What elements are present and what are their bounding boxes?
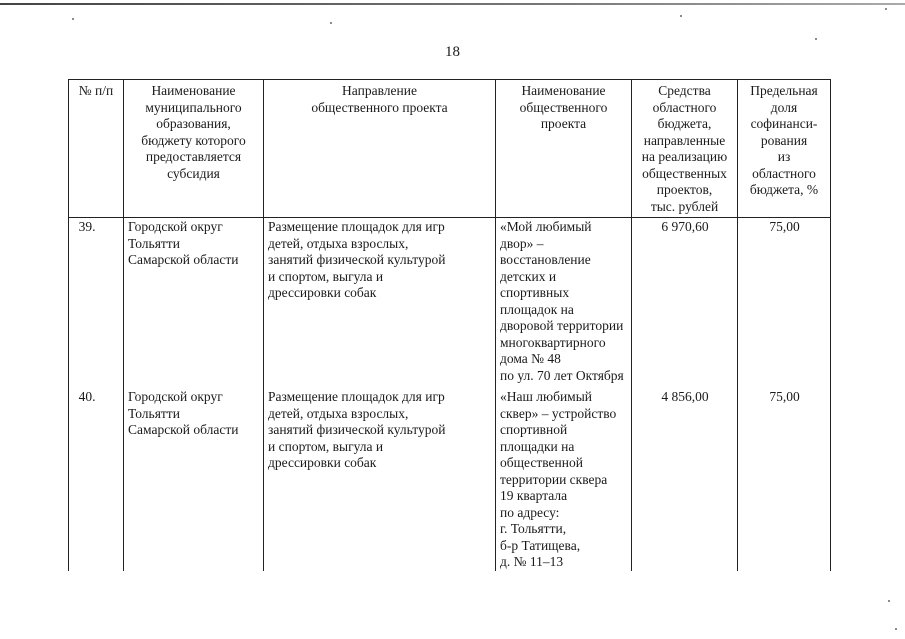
share-cell: 75,00 [738,389,831,571]
share-cell: 75,00 [738,218,831,390]
amount-cell: 4 856,00 [632,389,738,571]
project-name-cell: «Мой любимый двор» – восстановление детских и спортивных площадок на дворовой территории многоквартирного дома № 48 по ул. 70 лет Октября [496,218,632,390]
header-number: № п/п [69,80,124,218]
header-municipality: Наименование муниципального образования, бюджету которого предоставляется субсидия [124,80,264,218]
scan-speck [330,22,332,24]
scan-speck [815,38,817,40]
amount-cell: 6 970,60 [632,218,738,390]
header-cofinancing-share: Предельная доля софинанси- рования из областного бюджета, % [738,80,831,218]
municipality-cell: Городской округ Тольятти Самарской области [124,218,264,390]
table-row [69,389,831,571]
project-name-cell: «Наш любимый сквер» – устройство спортивной площадки на общественной территории сквера 19 квартала по адресу: г. Тольятти, б-р Татищева, д. № 11–13 [496,389,632,571]
page-number: 18 [445,44,460,60]
subsidy-table [68,79,831,571]
table-row [69,218,831,390]
scan-speck [680,15,682,17]
table-header-row [69,80,831,218]
header-budget-funds: Средства областного бюджета, направленные на реализацию общественных проектов, тыс. рублей [632,80,738,218]
direction-cell: Размещение площадок для игр детей, отдыха взрослых, занятий физической культурой и спортом, выгула и дрессировки собак [264,389,496,571]
header-project-name: Наименование общественного проекта [496,80,632,218]
scan-speck [885,8,887,10]
scan-top-edge [0,3,905,5]
direction-cell: Размещение площадок для игр детей, отдыха взрослых, занятий физической культурой и спортом, выгула и дрессировки собак [264,218,496,390]
row-number: 40. [69,389,124,571]
row-number: 39. [69,218,124,390]
scan-speck [895,628,897,630]
header-project-direction: Направление общественного проекта [264,80,496,218]
municipality-cell: Городской округ Тольятти Самарской области [124,389,264,571]
scan-speck [888,600,890,602]
scan-speck [72,18,74,20]
